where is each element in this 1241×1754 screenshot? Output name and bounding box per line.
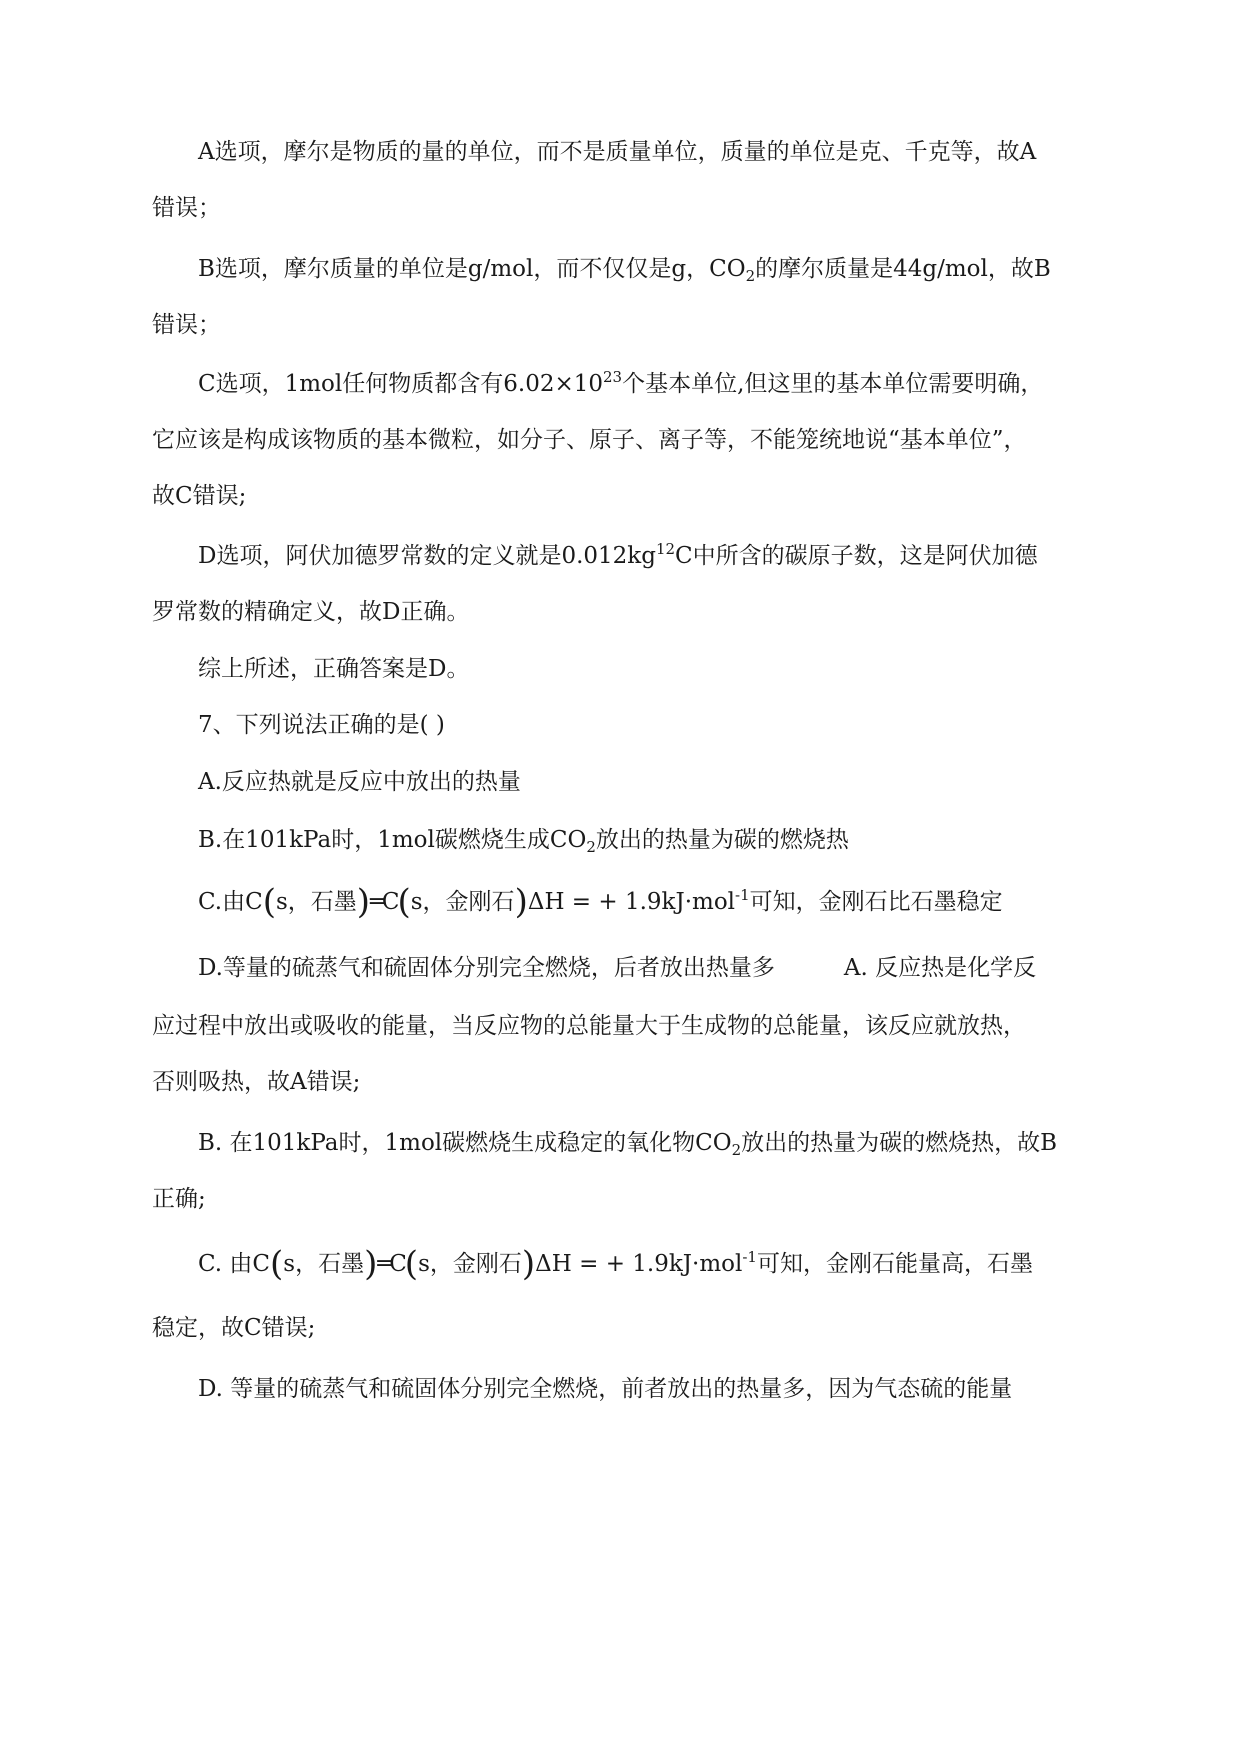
paragraph-c-option-line-3 (152, 480, 1091, 512)
subscript: 2 (745, 267, 756, 285)
left-paren: ( (262, 882, 276, 922)
answer-a-line-3 (152, 1066, 1091, 1098)
text: 放出的热量为碳的燃烧热 (595, 827, 849, 853)
text: 稳定，故C错误; (152, 1315, 316, 1341)
text: 它应该是构成该物质的基本微粒，如分子、原子、离子等，不能笼统地说“基本单位”， (152, 427, 1027, 453)
answer-b-line-1 (198, 1127, 1091, 1159)
text: 应过程中放出或吸收的能量，当反应物的总能量大于生成物的总能量，该反应就放热， (152, 1013, 1026, 1039)
text: 的摩尔质量是44g/mol，故B (755, 256, 1051, 282)
text: ΔH = + 1.9kJ·mol (527, 889, 736, 915)
text: 罗常数的精确定义，故D正确。 (152, 599, 470, 625)
text: 7、下列说法正确的是( ) (198, 712, 445, 738)
text: s，金刚石 (418, 1251, 522, 1277)
subscript: 2 (731, 1141, 742, 1159)
text: 综上所述，正确答案是D。 (198, 656, 470, 682)
text: 正确; (152, 1186, 206, 1212)
text: 错误； (152, 312, 221, 338)
text: A.反应热就是反应中放出的热量 (198, 769, 521, 795)
text: 否则吸热，故A错误; (152, 1069, 361, 1095)
answer-d-line-1 (198, 1373, 1091, 1405)
text: C. 由C (198, 1251, 270, 1277)
question-7-option-b (198, 824, 1091, 856)
right-paren: ) (356, 882, 371, 922)
text: D选项，阿伏加德罗常数的定义就是0.012kg (198, 543, 656, 569)
text: B.在101kPa时，1mol碳燃烧生成CO (198, 827, 587, 853)
text: s，金刚石 (410, 889, 515, 915)
right-paren: ) (364, 1244, 378, 1284)
paragraph-d-option-line-1 (198, 540, 1091, 572)
answer-a-line-2 (152, 1010, 1091, 1042)
text: B. 在101kPa时，1mol碳燃烧生成稳定的氧化物CO (198, 1130, 732, 1156)
paragraph-b-option-line-1 (198, 253, 1091, 285)
left-paren: ( (397, 882, 411, 922)
question-7-option-c (198, 882, 1091, 922)
answer-c-line-2 (152, 1312, 1091, 1344)
superscript: -1 (742, 1248, 757, 1266)
text: 错误； (152, 195, 221, 221)
paragraph-a-option-line-1 (198, 136, 1091, 168)
text: A选项，摩尔是物质的量的单位，而不是质量单位，质量的单位是克、千克等，故A (198, 139, 1037, 165)
superscript: -1 (735, 886, 750, 904)
question-7-option-d (198, 952, 1091, 984)
paragraph-b-option-line-2 (152, 309, 1091, 341)
superscript: 12 (655, 540, 676, 558)
superscript: 23 (603, 368, 623, 386)
text: 个基本单位,但这里的基本单位需要明确， (622, 371, 1044, 397)
text: C.由C (198, 889, 263, 915)
subscript: 2 (586, 838, 596, 856)
summary-line (198, 653, 1091, 685)
text: 可知，金刚石比石墨稳定 (749, 889, 1003, 915)
text: 可知，金刚石能量高，石墨 (756, 1251, 1033, 1277)
paragraph-c-option-line-1 (198, 368, 1091, 400)
answer-b-line-2 (152, 1183, 1091, 1215)
question-7-stem (198, 709, 1091, 741)
text: C中所含的碳原子数，这是阿伏加德 (675, 543, 1038, 569)
text: s，石墨 (283, 1251, 365, 1277)
question-7-option-a (198, 766, 1091, 798)
answer-c-line-1 (198, 1244, 1091, 1284)
text: C选项，1mol任何物质都含有6.02×10 (198, 371, 603, 397)
paragraph-d-option-line-2 (152, 596, 1091, 628)
text: 放出的热量为碳的燃烧热，故B (741, 1130, 1058, 1156)
text: D. 等量的硫蒸气和硫固体分别完全燃烧，前者放出的热量多，因为气态硫的能量 (198, 1376, 1013, 1402)
right-paren: ) (514, 882, 528, 922)
text: 故C错误; (152, 483, 247, 509)
text: ═C (370, 889, 398, 915)
text: B选项，摩尔质量的单位是g/mol，而不仅仅是g，CO (198, 256, 746, 282)
paragraph-a-option-line-2 (152, 192, 1091, 224)
text: D.等量的硫蒸气和硫固体分别完全燃烧，后者放出热量多 A. 反应热是化学反 (198, 955, 1037, 981)
right-paren: ) (521, 1244, 536, 1284)
left-paren: ( (270, 1244, 284, 1284)
text: ═C (377, 1251, 405, 1277)
paragraph-c-option-line-2 (152, 424, 1091, 456)
text: s，石墨 (275, 889, 357, 915)
left-paren: ( (404, 1244, 419, 1284)
text: ΔH = + 1.9kJ·mol (535, 1251, 743, 1277)
